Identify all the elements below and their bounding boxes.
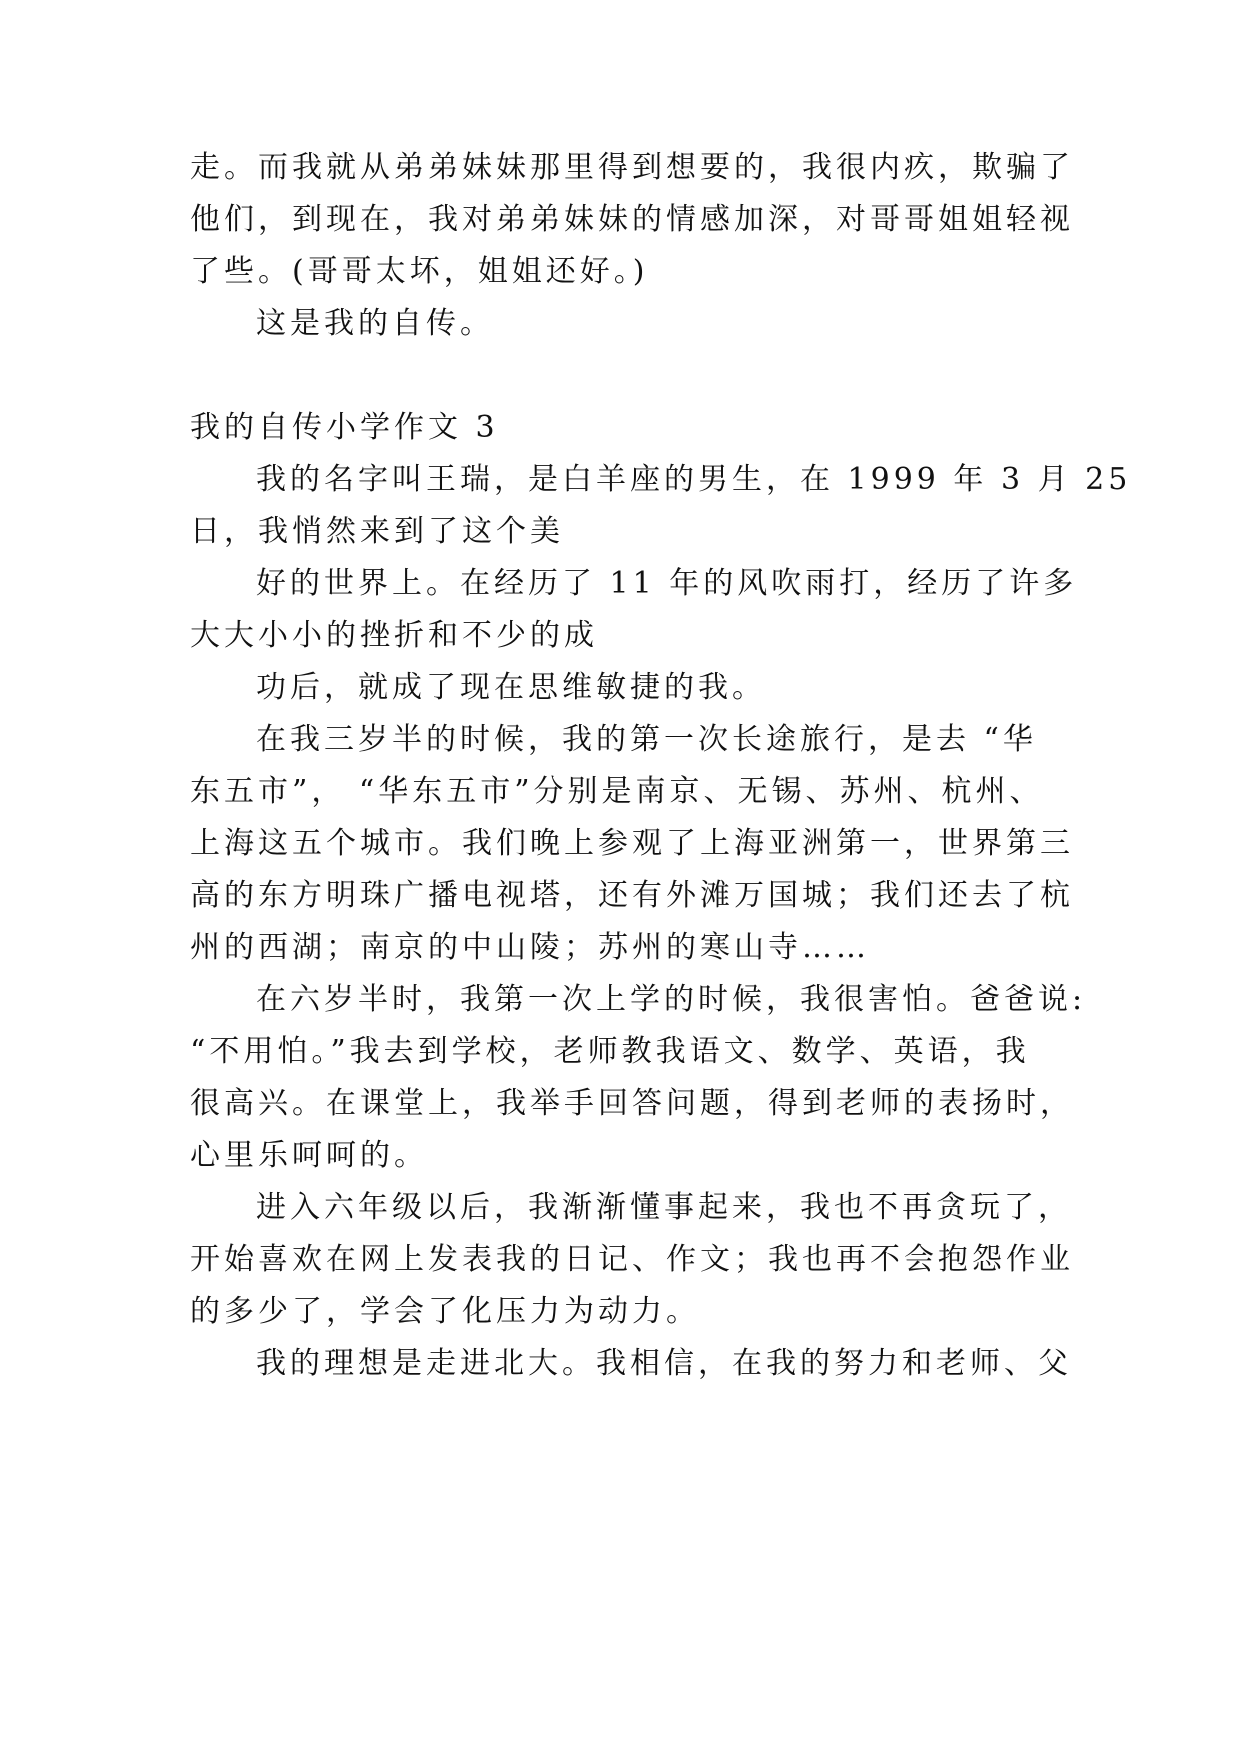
paragraph-line: 好的世界上。在经历了 11 年的风吹雨打，经历了许多 [256,566,1078,601]
text-line: 他们，到现在，我对弟弟妹妹的情感加深，对哥哥姐姐轻视 [190,202,1074,237]
paragraph-line: 在六岁半时，我第一次上学的时候，我很害怕。爸爸说: [256,982,1087,1017]
text-line: 心里乐呵呵的。 [190,1138,428,1173]
text-line: 东五市”， “华东五市”分别是南京、无锡、苏州、杭州、 [190,774,1044,809]
text-line: 的多少了，学会了化压力为动力。 [190,1294,700,1329]
text-line: 州的西湖；南京的中山陵；苏州的寒山寺…… [190,930,870,965]
text-line: 大大小小的挫折和不少的成 [190,618,598,653]
text-line: 上海这五个城市。我们晚上参观了上海亚洲第一，世界第三 [190,826,1074,861]
paragraph-line: 在我三岁半的时候，我的第一次长途旅行，是去 “华 [256,722,1037,757]
text-line: 高的东方明珠广播电视塔，还有外滩万国城；我们还去了杭 [190,878,1074,913]
text-line: “不用怕。”我去到学校，老师教我语文、数学、英语，我 [190,1034,1030,1069]
text-line: 走。而我就从弟弟妹妹那里得到想要的，我很内疚，欺骗了 [190,150,1074,185]
paragraph-line: 这是我的自传。 [256,306,494,341]
paragraph-line: 我的名字叫王瑞，是白羊座的男生，在 1999 年 3 月 25 [256,462,1132,497]
text-line: 日，我悄然来到了这个美 [190,514,564,549]
text-line: 很高兴。在课堂上，我举手回答问题，得到老师的表扬时， [190,1086,1074,1121]
section-heading: 我的自传小学作文 3 [190,410,499,445]
paragraph-line: 我的理想是走进北大。我相信，在我的努力和老师、父 [256,1346,1072,1381]
text-line: 开始喜欢在网上发表我的日记、作文；我也再不会抱怨作业 [190,1242,1074,1277]
paragraph-line: 功后，就成了现在思维敏捷的我。 [256,670,766,705]
text-line: 了些。(哥哥太坏，姐姐还好。) [190,254,649,289]
paragraph-line: 进入六年级以后，我渐渐懂事起来，我也不再贪玩了， [256,1190,1072,1225]
